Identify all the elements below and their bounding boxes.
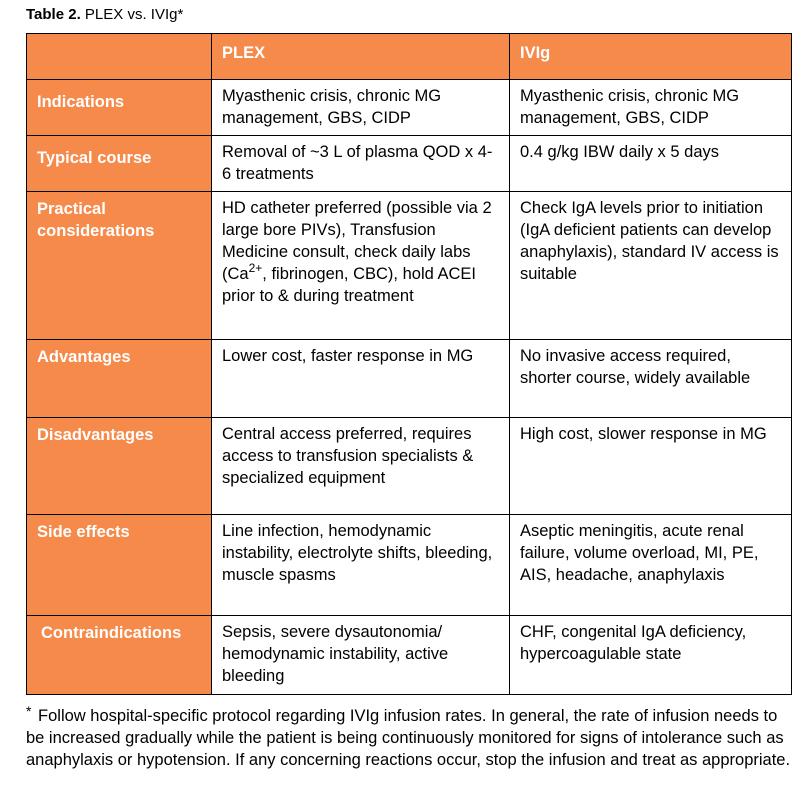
header-cell-ivig bbox=[510, 34, 792, 80]
row-header-disadvantages: Disadvantages bbox=[27, 418, 212, 515]
table-caption-text: PLEX vs. IVIg* bbox=[80, 6, 184, 23]
footnote-asterisk: * bbox=[26, 703, 32, 719]
table-row-contraindications bbox=[27, 616, 792, 695]
header-cell-empty bbox=[27, 34, 212, 80]
cell-plex-typical-course: Removal of ~3 L of plasma QOD x 4-6 treatments bbox=[212, 136, 510, 192]
header-cell-plex bbox=[212, 34, 510, 80]
table-row-practical-considerations bbox=[27, 192, 792, 340]
cell-ivig-disadvantages: High cost, slower response in MG bbox=[510, 418, 792, 515]
row-header-contraindications: Contraindications bbox=[27, 616, 212, 695]
cell-plex-side-effects: Line infection, hemodynamic instability, electrolyte shifts, bleeding, muscle spasms bbox=[212, 515, 510, 616]
table-caption bbox=[26, 6, 183, 24]
cell-plex-contraindications: Sepsis, severe dysautonomia/ hemodynamic instability, active bleeding bbox=[212, 616, 510, 695]
cell-plex-disadvantages: Central access preferred, requires access to transfusion specialists & specialized equipment bbox=[212, 418, 510, 515]
cell-ivig-practical-considerations: Check IgA levels prior to initiation (IgA deficient patients can develop anaphylaxis), standard IV access is suitable bbox=[510, 192, 792, 340]
cell-plex-indications: Myasthenic crisis, chronic MG management, GBS, CIDP bbox=[212, 80, 510, 136]
comparison-table bbox=[26, 33, 792, 695]
cell-ivig-indications: Myasthenic crisis, chronic MG management, GBS, CIDP bbox=[510, 80, 792, 136]
table-row-advantages bbox=[27, 340, 792, 418]
cell-plex-practical-considerations: HD catheter preferred (possible via 2 large bore PIVs), Transfusion Medicine consult, check daily labs ($Ca^{2+}$, fibrinogen, CBC), hold ACEI prior to & during treatment bbox=[212, 192, 510, 340]
row-header-advantages: Advantages bbox=[27, 340, 212, 418]
cell-ivig-advantages: No invasive access required, shorter course, widely available bbox=[510, 340, 792, 418]
row-header-practical-considerations: Practical considerations bbox=[27, 192, 212, 340]
row-header-typical-course: Typical course bbox=[27, 136, 212, 192]
table-row-indications bbox=[27, 80, 792, 136]
table-header-row bbox=[27, 34, 792, 80]
cell-ivig-typical-course: 0.4 g/kg IBW daily x 5 days bbox=[510, 136, 792, 192]
table-footnote bbox=[26, 705, 792, 771]
calcium-superscript: 2+ bbox=[248, 261, 263, 275]
table-row-typical-course bbox=[27, 136, 792, 192]
cell-ivig-contraindications: CHF, congenital IgA deficiency, hypercoagulable state bbox=[510, 616, 792, 695]
footnote-text: Follow hospital-specific protocol regarding IVIg infusion rates. In general, the rate of infusion needs to be increased gradually while the patient is being continuously monitored for signs of intolerance such as anaphylaxis or hypotension. If any concerning reactions occur, stop the infusion and treat as appropriate. bbox=[26, 707, 791, 769]
row-header-indications: Indications bbox=[27, 80, 212, 136]
header-plex-label: PLEX bbox=[222, 44, 266, 62]
table-row-side-effects bbox=[27, 515, 792, 616]
table-row-disadvantages bbox=[27, 418, 792, 515]
cell-ivig-side-effects: Aseptic meningitis, acute renal failure, volume overload, MI, PE, AIS, headache, anaphylaxis bbox=[510, 515, 792, 616]
table-caption-label: Table 2. bbox=[26, 6, 81, 23]
header-ivig-label: IVIg bbox=[520, 44, 551, 62]
cell-plex-advantages: Lower cost, faster response in MG bbox=[212, 340, 510, 418]
row-header-side-effects: Side effects bbox=[27, 515, 212, 616]
